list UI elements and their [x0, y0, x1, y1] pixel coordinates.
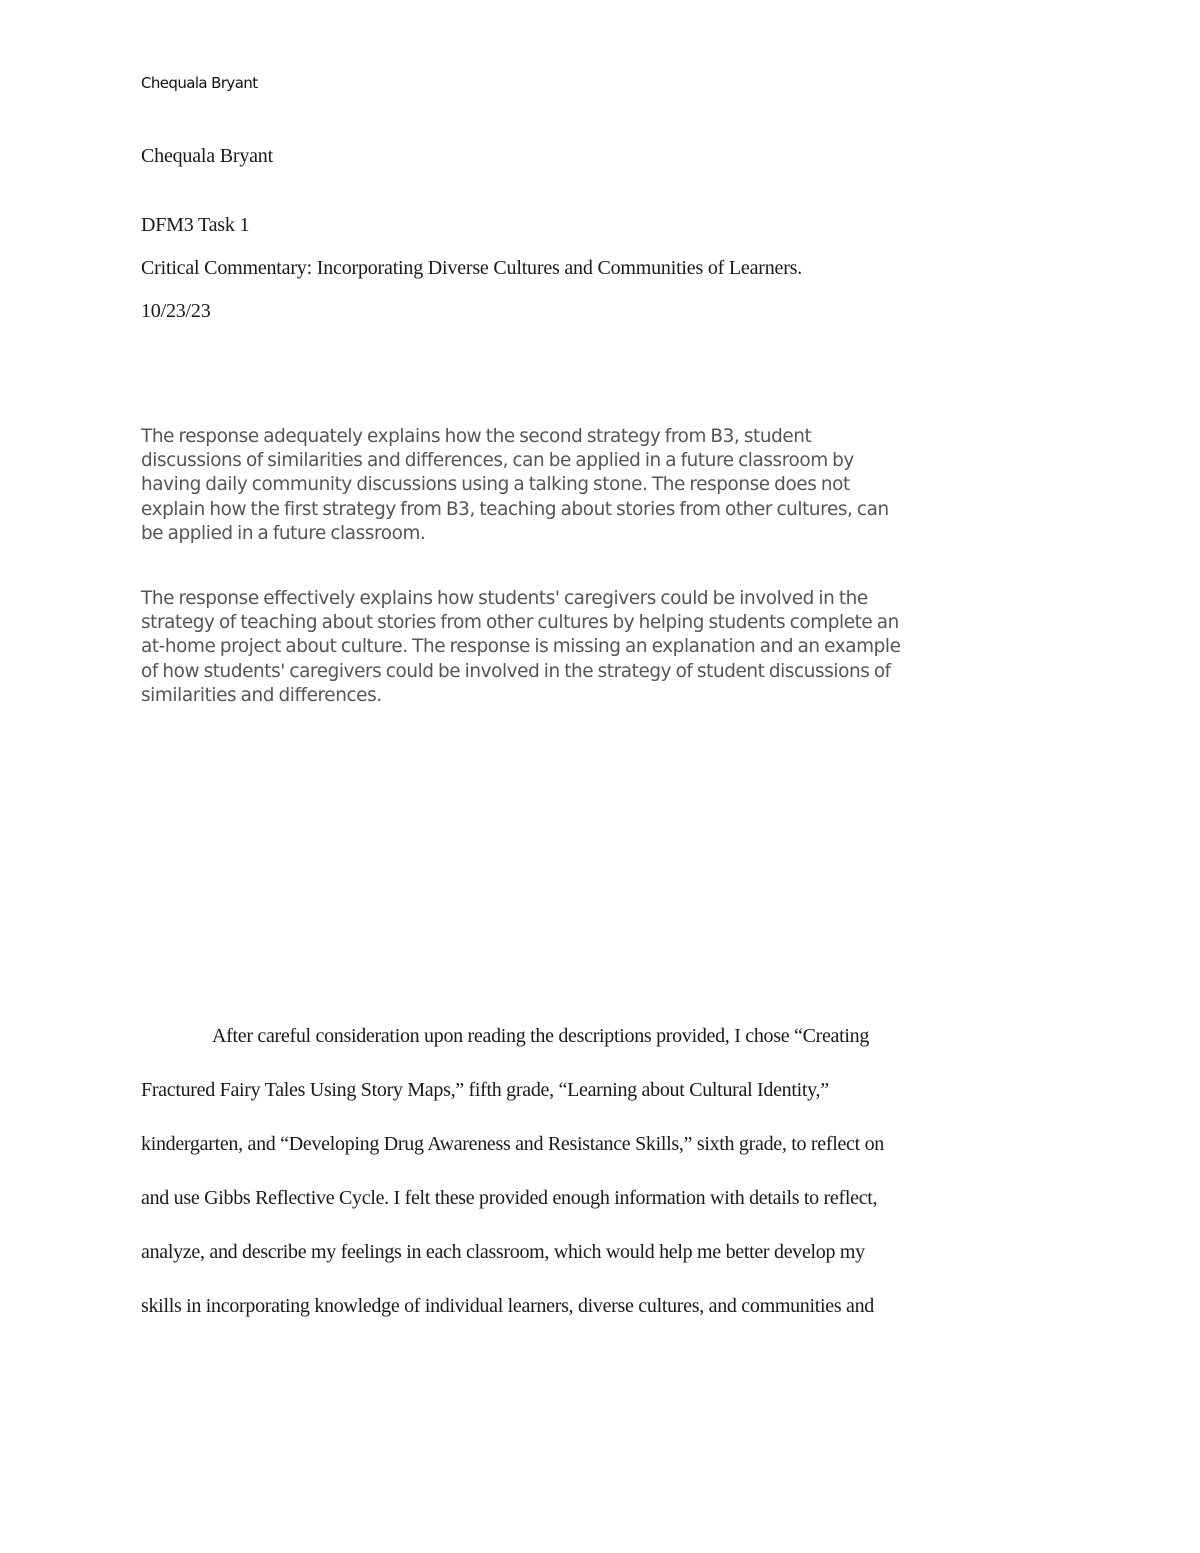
- document-date: 10/23/23: [141, 300, 211, 322]
- course-task: DFM3 Task 1: [141, 214, 250, 236]
- feedback-line: having daily community discussions using a talking stone. The response does not: [141, 474, 850, 496]
- body-line: and use Gibbs Reflective Cycle. I felt these provided enough information with details to reflect,: [141, 1187, 878, 1209]
- author-name: Chequala Bryant: [141, 145, 273, 167]
- feedback-line: of how students' caregivers could be involved in the strategy of student discussions of: [141, 660, 891, 682]
- body-line: kindergarten, and “Developing Drug Awareness and Resistance Skills,” sixth grade, to reflect on: [141, 1133, 884, 1155]
- body-line: After careful consideration upon reading the descriptions provided, I chose “Creating: [212, 1025, 870, 1047]
- feedback-line: at-home project about culture. The response is missing an explanation and an example: [141, 636, 901, 658]
- feedback-paragraph-1: [141, 425, 1061, 546]
- feedback-line: The response adequately explains how the second strategy from B3, student: [141, 426, 812, 447]
- feedback-line: strategy of teaching about stories from other cultures by helping students complete an: [141, 612, 899, 634]
- feedback-paragraph-2: [141, 587, 1061, 708]
- feedback-line: discussions of similarities and differences, can be applied in a future classroom by: [141, 450, 854, 472]
- running-header-name: Chequala Bryant: [141, 74, 258, 92]
- body-line: analyze, and describe my feelings in each classroom, which would help me better develop my: [141, 1241, 865, 1263]
- feedback-line: similarities and differences.: [141, 684, 382, 706]
- feedback-line: The response effectively explains how students' caregivers could be involved in the: [141, 588, 868, 609]
- body-line: Fractured Fairy Tales Using Story Maps,” fifth grade, “Learning about Cultural Identity,”: [141, 1079, 829, 1101]
- feedback-line: be applied in a future classroom.: [141, 522, 426, 544]
- body-line: skills in incorporating knowledge of individual learners, diverse cultures, and communities and: [141, 1295, 874, 1317]
- document-title: Critical Commentary: Incorporating Diverse Cultures and Communities of Learners.: [141, 257, 803, 279]
- body-paragraph-1: [141, 1020, 1071, 1344]
- feedback-line: explain how the first strategy from B3, teaching about stories from other cultures, can: [141, 498, 889, 520]
